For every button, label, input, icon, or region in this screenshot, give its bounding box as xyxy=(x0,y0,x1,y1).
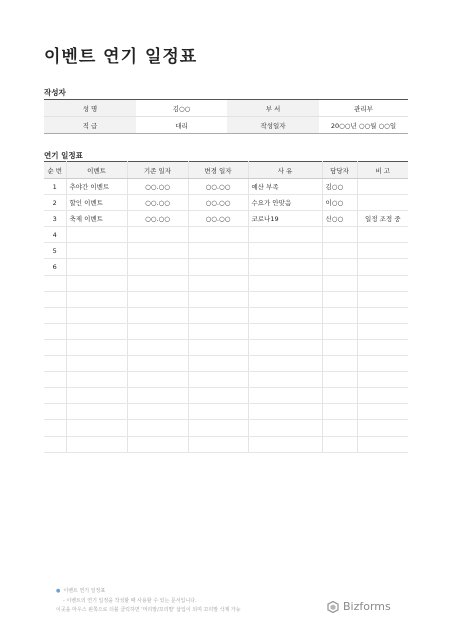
cell-reason[interactable] xyxy=(248,404,322,420)
footer-note xyxy=(56,587,241,616)
cell-seq[interactable] xyxy=(44,323,66,339)
table-row xyxy=(44,275,408,291)
table-row xyxy=(44,404,408,420)
cell-note[interactable]: 일정 조정 중 xyxy=(357,211,408,227)
name-value[interactable]: 김○○ xyxy=(136,100,227,117)
cell-seq[interactable]: 3 xyxy=(44,211,66,227)
table-row xyxy=(44,243,408,259)
rank-label: 직 급 xyxy=(44,117,136,134)
table-row xyxy=(44,388,408,404)
cell-note[interactable] xyxy=(357,388,408,404)
cell-manager[interactable] xyxy=(322,307,357,323)
cell-seq[interactable] xyxy=(44,356,66,372)
footer-line-1: 이벤트 연기 일정표 xyxy=(63,588,106,594)
cell-manager[interactable] xyxy=(322,339,357,355)
cell-original-date[interactable] xyxy=(127,275,188,291)
author-table xyxy=(44,99,408,134)
cell-manager[interactable] xyxy=(322,372,357,388)
header-manager: 담당자 xyxy=(322,162,357,179)
cell-seq[interactable]: 2 xyxy=(44,195,66,211)
author-row xyxy=(44,117,408,134)
cell-reason[interactable] xyxy=(248,420,322,436)
cell-note[interactable] xyxy=(357,307,408,323)
cell-event[interactable] xyxy=(66,323,127,339)
cell-reason[interactable] xyxy=(248,243,322,259)
cell-event[interactable] xyxy=(66,356,127,372)
schedule-table xyxy=(44,161,408,453)
cell-seq[interactable] xyxy=(44,339,66,355)
table-row xyxy=(44,211,408,227)
footer-line-3: 이곳을 마우스 왼쪽으로 더블 클릭하면 '머리말/꼬리말' 삽입이 되며 꼬리말 삭제 가능 xyxy=(56,607,241,613)
table-row xyxy=(44,227,408,243)
cell-seq[interactable] xyxy=(44,372,66,388)
cell-event[interactable]: 추야간 이벤트 xyxy=(66,179,127,195)
cell-original-date[interactable] xyxy=(127,227,188,243)
cell-note[interactable] xyxy=(357,227,408,243)
cell-new-date[interactable] xyxy=(188,259,248,275)
cell-manager[interactable] xyxy=(322,388,357,404)
cell-original-date[interactable] xyxy=(127,339,188,355)
cell-event[interactable] xyxy=(66,307,127,323)
cell-original-date[interactable]: ○○.○○ xyxy=(127,195,188,211)
cell-new-date[interactable] xyxy=(188,388,248,404)
header-note: 비 고 xyxy=(357,162,408,179)
cell-manager[interactable] xyxy=(322,275,357,291)
table-row xyxy=(44,356,408,372)
cell-seq[interactable] xyxy=(44,291,66,307)
cell-reason[interactable] xyxy=(248,307,322,323)
cell-note[interactable] xyxy=(357,179,408,195)
table-row xyxy=(44,259,408,275)
cell-new-date[interactable] xyxy=(188,275,248,291)
cell-note[interactable] xyxy=(357,356,408,372)
table-row xyxy=(44,323,408,339)
cell-manager[interactable] xyxy=(322,356,357,372)
department-value[interactable]: 관리부 xyxy=(319,100,408,117)
cell-original-date[interactable] xyxy=(127,404,188,420)
header-original-date: 기존 일자 xyxy=(127,162,188,179)
cell-new-date[interactable] xyxy=(188,339,248,355)
document-title: 이벤트 연기 일정표 xyxy=(44,47,198,67)
cell-new-date[interactable]: ○○.○○ xyxy=(188,179,248,195)
cell-original-date[interactable]: ○○.○○ xyxy=(127,179,188,195)
bizforms-logo-icon xyxy=(327,601,339,613)
cell-seq[interactable] xyxy=(44,388,66,404)
table-row xyxy=(44,372,408,388)
cell-original-date[interactable] xyxy=(127,388,188,404)
table-row xyxy=(44,179,408,195)
cell-seq[interactable] xyxy=(44,307,66,323)
cell-new-date[interactable] xyxy=(188,420,248,436)
cell-event[interactable] xyxy=(66,404,127,420)
cell-event[interactable] xyxy=(66,372,127,388)
cell-reason[interactable] xyxy=(248,339,322,355)
table-row xyxy=(44,291,408,307)
cell-note[interactable] xyxy=(357,275,408,291)
cell-reason[interactable] xyxy=(248,372,322,388)
cell-reason[interactable] xyxy=(248,259,322,275)
rank-value[interactable]: 대리 xyxy=(175,121,188,130)
schedule-section-heading: 연기 일정표 xyxy=(44,151,83,160)
cell-reason[interactable]: 코로나19 xyxy=(248,211,322,227)
cell-new-date[interactable]: ○○.○○ xyxy=(188,211,248,227)
cell-new-date[interactable] xyxy=(188,243,248,259)
cell-event[interactable] xyxy=(66,291,127,307)
name-label: 성 명 xyxy=(44,100,136,117)
logo-text: Bizforms xyxy=(343,600,391,613)
cell-event[interactable] xyxy=(66,259,127,275)
department-label: 부 서 xyxy=(227,100,319,117)
cell-reason[interactable] xyxy=(248,275,322,291)
cell-event[interactable] xyxy=(66,243,127,259)
cell-manager[interactable] xyxy=(322,420,357,436)
cell-manager[interactable] xyxy=(322,323,357,339)
cell-seq[interactable] xyxy=(44,275,66,291)
cell-new-date[interactable] xyxy=(188,291,248,307)
cell-manager[interactable]: 김○○ xyxy=(322,179,357,195)
cell-seq[interactable]: 4 xyxy=(44,227,66,243)
cell-reason[interactable] xyxy=(248,227,322,243)
cell-event[interactable]: 할인 이벤트 xyxy=(66,195,127,211)
cell-manager[interactable]: 이○○ xyxy=(322,195,357,211)
header-reason: 사 유 xyxy=(248,162,322,179)
cell-event[interactable] xyxy=(66,436,127,452)
cell-new-date[interactable] xyxy=(188,436,248,452)
date-value[interactable]: 20○○년 ○○월 ○○일 xyxy=(330,121,397,130)
cell-original-date[interactable] xyxy=(127,356,188,372)
bullet-icon: ● xyxy=(56,588,61,594)
cell-manager[interactable] xyxy=(322,259,357,275)
cell-reason[interactable]: 수요가 안맞음 xyxy=(248,195,322,211)
cell-manager[interactable] xyxy=(322,291,357,307)
cell-event[interactable]: 축제 이벤트 xyxy=(66,211,127,227)
cell-seq[interactable] xyxy=(44,420,66,436)
cell-note[interactable] xyxy=(357,259,408,275)
header-seq: 순 번 xyxy=(44,162,66,179)
bizforms-logo xyxy=(327,600,391,613)
cell-manager[interactable] xyxy=(322,436,357,452)
cell-seq[interactable] xyxy=(44,436,66,452)
table-row xyxy=(44,436,408,452)
cell-original-date[interactable] xyxy=(127,243,188,259)
cell-note[interactable] xyxy=(357,323,408,339)
cell-new-date[interactable] xyxy=(188,404,248,420)
cell-manager[interactable] xyxy=(322,404,357,420)
cell-reason[interactable] xyxy=(248,388,322,404)
cell-seq[interactable]: 1 xyxy=(44,179,66,195)
cell-new-date[interactable]: ○○.○○ xyxy=(188,195,248,211)
cell-original-date[interactable] xyxy=(127,372,188,388)
cell-new-date[interactable] xyxy=(188,372,248,388)
cell-original-date[interactable] xyxy=(127,436,188,452)
table-row xyxy=(44,195,408,211)
cell-reason[interactable] xyxy=(248,291,322,307)
cell-new-date[interactable] xyxy=(188,356,248,372)
cell-event[interactable] xyxy=(66,420,127,436)
cell-original-date[interactable] xyxy=(127,307,188,323)
cell-note[interactable] xyxy=(357,420,408,436)
cell-reason[interactable] xyxy=(248,356,322,372)
cell-note[interactable] xyxy=(357,243,408,259)
cell-reason[interactable]: 예산 부족 xyxy=(248,179,322,195)
cell-note[interactable] xyxy=(357,291,408,307)
cell-manager[interactable] xyxy=(322,243,357,259)
cell-seq[interactable]: 5 xyxy=(44,243,66,259)
cell-note[interactable] xyxy=(357,372,408,388)
cell-new-date[interactable] xyxy=(188,323,248,339)
table-row xyxy=(44,339,408,355)
table-row xyxy=(44,420,408,436)
cell-note[interactable] xyxy=(357,404,408,420)
footer-line-2: - 이벤트의 연기 일정을 작성할 때 사용할 수 있는 문서입니다. xyxy=(63,597,197,604)
cell-original-date[interactable] xyxy=(127,291,188,307)
cell-event[interactable] xyxy=(66,275,127,291)
author-section-heading: 작성자 xyxy=(44,88,66,97)
cell-note[interactable] xyxy=(357,195,408,211)
cell-manager[interactable] xyxy=(322,227,357,243)
cell-new-date[interactable] xyxy=(188,307,248,323)
cell-reason[interactable] xyxy=(248,436,322,452)
cell-event[interactable] xyxy=(66,339,127,355)
table-row xyxy=(44,307,408,323)
cell-seq[interactable]: 6 xyxy=(44,259,66,275)
cell-reason[interactable] xyxy=(248,323,322,339)
cell-note[interactable] xyxy=(357,436,408,452)
cell-note[interactable] xyxy=(357,339,408,355)
cell-manager[interactable]: 신○○ xyxy=(322,211,357,227)
cell-original-date[interactable] xyxy=(127,420,188,436)
header-new-date: 변경 일자 xyxy=(188,162,248,179)
cell-new-date[interactable] xyxy=(188,227,248,243)
cell-original-date[interactable] xyxy=(127,323,188,339)
header-event: 이벤트 xyxy=(66,162,127,179)
schedule-header-row xyxy=(44,162,408,179)
cell-event[interactable] xyxy=(66,388,127,404)
cell-event[interactable] xyxy=(66,227,127,243)
cell-original-date[interactable] xyxy=(127,259,188,275)
author-row xyxy=(44,100,408,117)
date-label: 작성일자 xyxy=(227,117,319,134)
cell-original-date[interactable]: ○○.○○ xyxy=(127,211,188,227)
cell-seq[interactable] xyxy=(44,404,66,420)
